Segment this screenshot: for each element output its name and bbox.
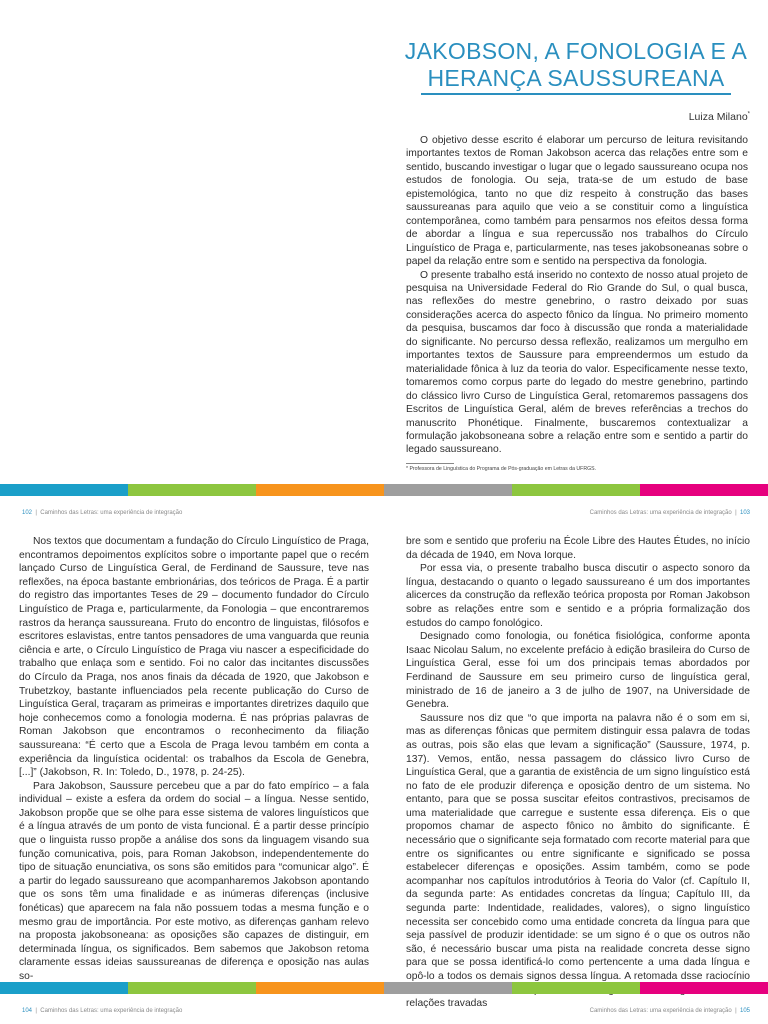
page-number: 105 [739,1008,750,1014]
page-number: 102 [22,510,33,516]
stripe-segment [512,484,640,496]
body-paragraph: Saussure nos diz que “o que importa na palavra não é o som em si, mas as diferenças fônicas que permitem distinguir essa palavra de todas as outras, pois são elas que levam a significação” (Saussure, 1974, p. 137). Vemos, então, nessa passagem do clássico livro Curso de Linguística Geral, que a garantia de existência de um signo linguístico está no fato de ele produzir diferença e oposição dentro de um sistema. No entanto, para que se possa suscitar efeitos contrastivos, precisamos de uma materialidade que carregue e sustente essa diferença. Eis o que propomos chamar de aspecto fônico no âmbito do significante. É necessário que o significante seja formatado com recorte material para que entre os significantes ou entre significante e significado se possa estabelecer diferenças e oposições. Assim também, como se pode acompanhar nos capítulos introdutórios à Teoria do Valor (cf. Capítulo II, da segunda parte: As entidades concretas da língua; Capítulo III, da segunda parte: Indentidade, realidades, valores), o signo linguístico necessita ser concebido como uma entidade concreta da língua para que seja passível de produzir identidade: se um signo é o que os outros não são, é necessário buscar uma pista na realidade concreta desse signo para que se possa identificá-lo como pertencente a uma dada língua e opô-lo a todos os demais signos dessa língua. A retomada dsse raciocínio relações travadas [406,712,750,1010]
abstract-paragraph: O objetivo desse escrito é elaborar um percurso de leitura revisitando importantes textos de Roman Jakobson acerca das relações entre som e sentido, buscando investigar o lugar que o legado saussureano ocupa nos estudos de fonologia. Ou seja, trata-se de um estudo de base epistemológica, tanto no que diz respeito à construção das bases saussureanas para aquilo que veio a se constituir como a linguística contemporânea, como também para pensarmos nos efeitos dessa forma de abordar a língua e sua repercussão nos trabalhos do Círculo Linguístico de Praga e, particularmente, nas teses jakobsoneanas sobre o papel da relação entre som e sentido na perspectiva da fonologia. [406,135,748,268]
author [689,111,750,123]
stripe-segment [384,982,512,994]
article-title [400,38,752,95]
running-head-text: Caminhos das Letras: uma experiência de integração [589,510,732,516]
author-footnote-mark: * [747,111,750,118]
stripe-segment [256,982,384,994]
title-line-1: JAKOBSON, A FONOLOGIA E A [404,38,748,64]
running-head-left-bottom [22,1008,182,1014]
stripe-segment [384,484,512,496]
stripe-segment [0,484,128,496]
body-paragraph: Nos textos que documentam a fundação do Círculo Linguístico de Praga, encontramos depoimentos explícitos sobre o importante papel que o recém lançado Curso de Linguística Geral, de Ferdinand de Saussure, teve nas reflexões, na época bastante embrionárias, dos teóricos de Praga. É a partir do registro das importantes Teses de 29 – documento fundador do Círculo Linguístico de Praga e, particularmente, da Fonologia – que encontraremos rastros da herança saussureana. Fruto do encontro de linguistas, filósofos e escritores eslavistas, entre tantos pensadores de uma vanguarda que reunia ciência e arte, o Círculo Linguístico de Praga viu nascer a especificidade do trabalho que enlaça som e sentido. Foi no calor das incitantes discussões do Círculo da Praga, nos anos finais da década de 1920, que Jakobson e Trubetzkoy, bastante influenciados pela recente publicação do Curso de Linguística Geral, traçaram as primeiras e importantes diretrizes daquilo que hoje conhecemos como a fonologia moderna. É nas próprias palavras de Roman Jakobson que encontramos o reconhecimento da filiação saussureana: “É certo que a Escola de Praga levou também em conta a experiência da linguística ocidental: os trabalhos da Escola de Genebra, [...]” (Jakobson, R. In: Toledo, D., 1978, p. 24-25). [19,536,369,779]
abstract [406,134,748,457]
title-line-2: HERANÇA SAUSSUREANA [421,65,730,95]
running-head-right-bottom [590,1008,750,1014]
separator: | [735,510,737,516]
running-head-left-top [22,510,182,516]
stripe-segment [0,982,128,994]
color-stripe-bottom [0,982,768,994]
running-head-text: Caminhos das Letras: uma experiência de integração [40,1008,183,1014]
stripe-segment [512,982,640,994]
right-column [406,535,750,1011]
body-paragraph: Designado como fonologia, ou fonética fisiológica, conforme aponta Isaac Nicolau Salum, no excelente prefácio à edição brasileira do Curso de Linguística Geral, esse foi um dos principais temas abordados por Ferdinand de Saussure em seu primeiro curso de linguística geral, ministrado de 16 de janeiro a 3 de julho de 1907, na Universidade de Genebra. [406,631,750,711]
author-name: Luiza Milano [688,111,748,123]
stripe-segment [128,484,256,496]
running-head-right-top [590,510,750,516]
body-paragraph: Por essa via, o presente trabalho busca discutir o aspecto sonoro da língua, destacando o quanto o legado saussureano é um dos importantes alicerces da construção da reflexão teórica proposta por Roman Jakobson sobre as relações entre som e sentido e a própria formalização dos estudos do campo fonológico. [406,563,750,629]
color-stripe-top [0,484,768,496]
stripe-segment [640,484,768,496]
left-column [19,535,369,984]
separator: | [35,510,37,516]
stripe-segment [640,982,768,994]
abstract-paragraph: O presente trabalho está inserido no contexto de nosso atual projeto de pesquisa na Universidade Federal do Rio Grande do Sul, o qual busca, nas reflexões do mestre genebrino, o rastro deixado por suas considerações acerca do aspecto fônico da língua. No primeiro momento da pesquisa, buscamos dar foco à discussão que ronda a materialidade do significante. No percurso dessa reflexão, realizamos um mergulho em importantes textos de Saussure para empreendermos um estudo da materialidade fônica à luz da teoria do valor. Especificamente nesse texto, tomaremos como corpus parte do legado do mestre genebrino, partindo do clássico livro Curso de Linguística Geral, retomaremos passagens dos Escritos de Linguística Geral, além de breves referências a trechos do manuscrito Phonétique. Finalmente, buscaremos contextualizar a formulação jakobsoneana sobre a relação entre som e sentido a partir do legado saussureano. [406,269,748,456]
separator: | [735,1008,737,1014]
page-number: 103 [739,510,750,516]
stripe-segment [256,484,384,496]
separator: | [35,1008,37,1014]
running-head-text: Caminhos das Letras: uma experiência de integração [589,1008,732,1014]
footnote-divider [406,463,454,464]
stripe-segment [128,982,256,994]
body-paragraph: bre som e sentido que proferiu na École Libre des Hautes Études, no início da década de 1940, em Nova Iorque. [406,536,750,561]
page-number: 104 [22,1008,33,1014]
body-paragraph: Para Jakobson, Saussure percebeu que a par do fato empírico – a fala individual – existe a esfera da ordem do social – a língua. Nesse sentido, Jakobson propõe que se olhe para esse sistema de valores linguísticos que é a língua através de um ponto de vista funcional. É a partir desse princípio que o linguista russo propõe a análise dos sons da linguagem visando sua função comunicativa, pois, para Roman Jakobson, independentemente do tipo de situação enunciativa, os sons são emitidos para “comunicar algo”. É a partir do legado saussureano que acompanharemos Jakobson apontando que os sons têm uma finalidade e as inúmeras diferenças (inclusive fonéticas) que aparecem na fala não possuem todas a mesma função e o mesmo grau de importância. Por este motivo, as diferenças ganham relevo na proposta jakobsoneana: as oposições são capazes de distinguir, em determinada língua, os significados. Bem sabemos que Jakobson retoma claramente essas ideias saussureanas de diferença e oposição nas aulas so- [19,780,369,982]
running-head-text: Caminhos das Letras: uma experiência de integração [40,510,183,516]
footnote: * Professora de Linguística do Programa de Pós-graduação em Letras da UFRGS. [406,466,597,472]
